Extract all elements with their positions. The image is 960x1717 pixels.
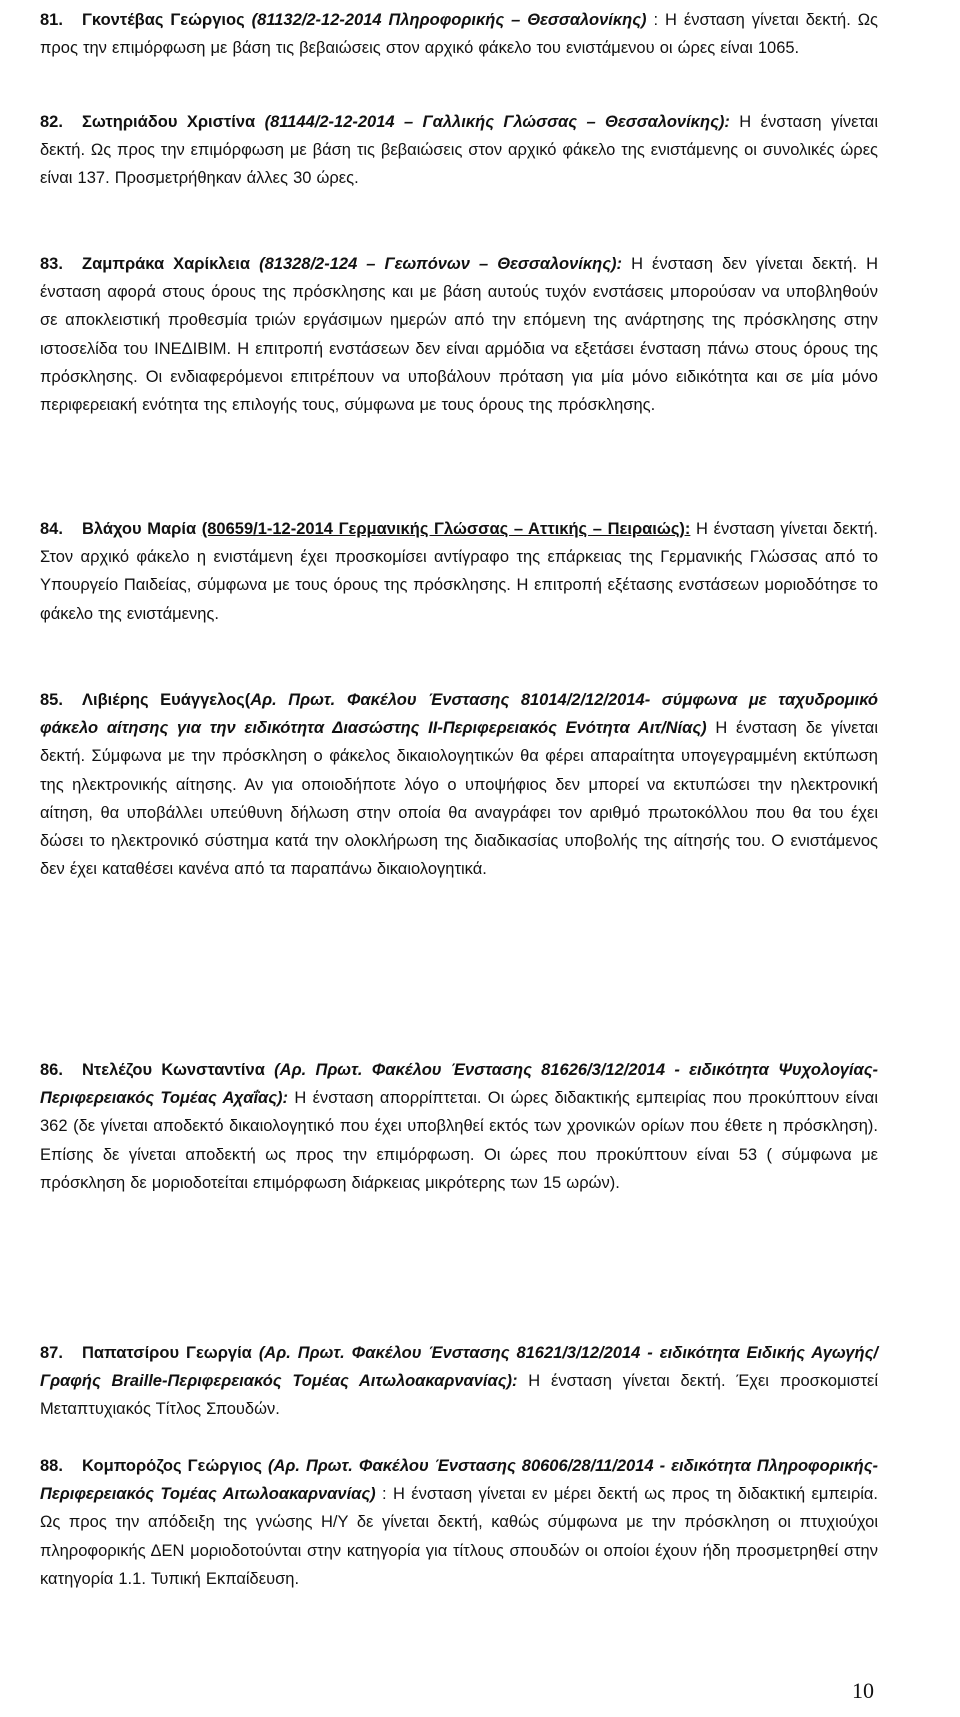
- entry-text: Η ένσταση γίνεται δεκτή. Έχει προσκομιστεί Μεταπτυχιακός Τίτλος Σπουδών.: [40, 1372, 878, 1419]
- entry-name: Ζαμπράκα Χαρίκλεια: [82, 255, 251, 273]
- entry-86: [40, 1056, 878, 1197]
- entry-details: (Αρ. Πρωτ. Φακέλου Ένστασης 81626/3/12/2014 - ειδικότητα Ψυχολογίας-Περιφερειακός Τομέας Αχαΐας):: [40, 1061, 879, 1108]
- entry-details: (Αρ. Πρωτ. Φακέλου Ένστασης 80606/28/11/2014 - ειδικότητα Πληροφορικής-Περιφερειακός Τομέας Αιτωλοακαρνανίας): [40, 1457, 878, 1504]
- entry-text: Η ένσταση δε γίνεται δεκτή. Σύμφωνα με την πρόσκληση ο φάκελος δικαιολογητικών θα φέρει απαραίτητα υπογεγραμμένη εκτύπωση της ηλεκτρονικής αίτησης. Αν για οποιοδήποτε λόγο ο υποψήφιος δεν μπορεί να εκτυπώσει την ηλεκτρονική αίτηση, θα υποβάλλει υπεύθυνη δήλωση στην οποία θα αναγράφει τον αριθμό πρωτοκόλλου που θα του έχει δώσει το ηλεκτρονικό σύστημα κατά την ολοκλήρωση της διαδικασίας υποβολής της αίτησής του. Ο ενιστάμενος δεν έχει καταθέσει κανένα από τα παραπάνω δικαιολογητικά.: [40, 719, 878, 879]
- entry-name: Σωτηριάδου Χριστίνα: [82, 113, 256, 131]
- entry-number: 84.: [40, 520, 63, 538]
- entry-text: Η ένσταση απορρίπτεται. Οι ώρες διδακτικής εμπειρίας που προκύπτουν είναι 362 (δε γίνεται αποδεκτό δικαιολογητικό που έχει υποβληθεί εκτός των χρονικών ορίων που έθετε η πρόσκληση). Επίσης δε γίνεται αποδεκτή ως προς την επιμόρφωση. Οι ώρες που προκύπτουν είναι 53 ( σύμφωνα με πρόσκληση δε μοριοδοτείται επιμόρφωση διάρκειας μικρότερης των 15 ωρών).: [40, 1089, 879, 1192]
- entry-details: (81132/2-12-2014 Πληροφορικής – Θεσσαλονίκης): [251, 11, 647, 29]
- entry-text: : Η ένσταση γίνεται εν μέρει δεκτή ως προς τη διδακτική εμπειρία. Ως προς την απόδειξη της γνώσης Η/Υ δε γίνεται δεκτή, καθώς σύμφωνα με την πρόσκληση οι πτυχιούχοι πληροφορικής ΔΕΝ μοριοδοτούνται στην κατηγορία για τίτλους σπουδών οι οποίοι έχουν ήδη προσμετρηθεί στην κατηγορία 1.1. Τυπική Εκπαίδευση.: [40, 1485, 878, 1588]
- entry-87: [40, 1339, 878, 1424]
- entry-number: 85.: [40, 691, 63, 709]
- entry-85: [40, 686, 878, 883]
- entry-number: 88.: [40, 1457, 63, 1475]
- page-number: 10: [852, 1678, 874, 1703]
- entry-details: Αρ. Πρωτ. Φακέλου Ένστασης 81014/2/12/2014- σύμφωνα με ταχυδρομικό φάκελο αίτησης για την ειδικότητα Διασώστης ΙΙ-Περιφερειακός Ενότητα Αιτ/Νίας): [40, 691, 878, 738]
- entry-83: [40, 250, 878, 419]
- entry-number: 87.: [40, 1344, 63, 1362]
- entry-84: [40, 515, 878, 628]
- entry-number: 81.: [40, 11, 63, 29]
- entry-name: Γκοντέβας Γεώργιος: [82, 11, 245, 29]
- entry-82: [40, 108, 878, 193]
- entry-number: 82.: [40, 113, 63, 131]
- entry-details: (81144/2-12-2014 – Γαλλικής Γλώσσας – Θεσσαλονίκης):: [264, 113, 730, 131]
- entry-text: Η ένσταση γίνεται δεκτή. Στον αρχικό φάκελο η ενιστάμενη έχει προσκομίσει αντίγραφο της επάρκειας της Γερμανικής Γλώσσας από το Υπουργείο Παιδείας, σύμφωνα με τους όρους της πρόσκλησης. Η επιτροπή εξέτασης ενστάσεων μοριοδότησε το φάκελο της ενιστάμενης.: [40, 520, 878, 623]
- entry-name: Κομπορόζος Γεώργιος: [82, 1457, 262, 1475]
- entry-text: Η ένσταση γίνεται δεκτή. Ως προς την επιμόρφωση με βάση τις βεβαιώσεις στον αρχικό φάκελο της ενιστάμενης οι συνολικές ώρες είναι 137. Προσμετρήθηκαν άλλες 30 ώρες.: [40, 113, 878, 188]
- entry-88: [40, 1452, 878, 1593]
- entry-text: Η ένσταση δεν γίνεται δεκτή. Η ένσταση αφορά στους όρους της πρόσκλησης και με βάση αυτούς τυχόν ενστάσεις μπορούσαν να υποβληθούν σε αποκλειστική προθεσμία τριών εργάσιμων ημερών από την επόμενη της ανάρτησης της πρόσκλησης στην ιστοσελίδα του ΙΝΕΔΙΒΙΜ. Η επιτροπή ενστάσεων δεν είναι αρμόδια να εξετάσει ένσταση πάνω στους όρους της πρόσκλησης. Οι ενδιαφερόμενοι επιτρέπουν να υποβάλουν πρόταση για μία μόνο ειδικότητα και σε μία μόνο περιφερειακή ενότητα της επιλογής τους, σύμφωνα με τους όρους της πρόσκλησης.: [40, 255, 879, 415]
- entry-number: 86.: [40, 1061, 63, 1079]
- entry-81: [40, 6, 878, 62]
- entry-details: (80659/1-12-2014 Γερμανικής Γλώσσας – Αττικής – Πειραιώς):: [201, 520, 691, 538]
- entry-details: (Αρ. Πρωτ. Φακέλου Ένστασης 81621/3/12/2014 - ειδικότητα Ειδικής Αγωγής/Γραφής Braille-Περιφερειακός Τομέας Αιτωλοακαρνανίας):: [40, 1344, 878, 1391]
- entry-number: 83.: [40, 255, 63, 273]
- entry-name: Βλάχου Μαρία: [82, 520, 197, 538]
- entry-name: Λιβιέρης Ευάγγελος(: [82, 691, 251, 709]
- entry-name: Ντελέζου Κωνσταντίνα: [82, 1061, 265, 1079]
- entry-name: Παπατσίρου Γεωργία: [82, 1344, 252, 1362]
- entry-text: : Η ένσταση γίνεται δεκτή. Ως προς την επιμόρφωση με βάση τις βεβαιώσεις στον αρχικό φάκελο του ενιστάμενου οι ώρες είναι 1065.: [40, 11, 878, 58]
- entry-details: (81328/2-124 – Γεωπόνων – Θεσσαλονίκης):: [259, 255, 623, 273]
